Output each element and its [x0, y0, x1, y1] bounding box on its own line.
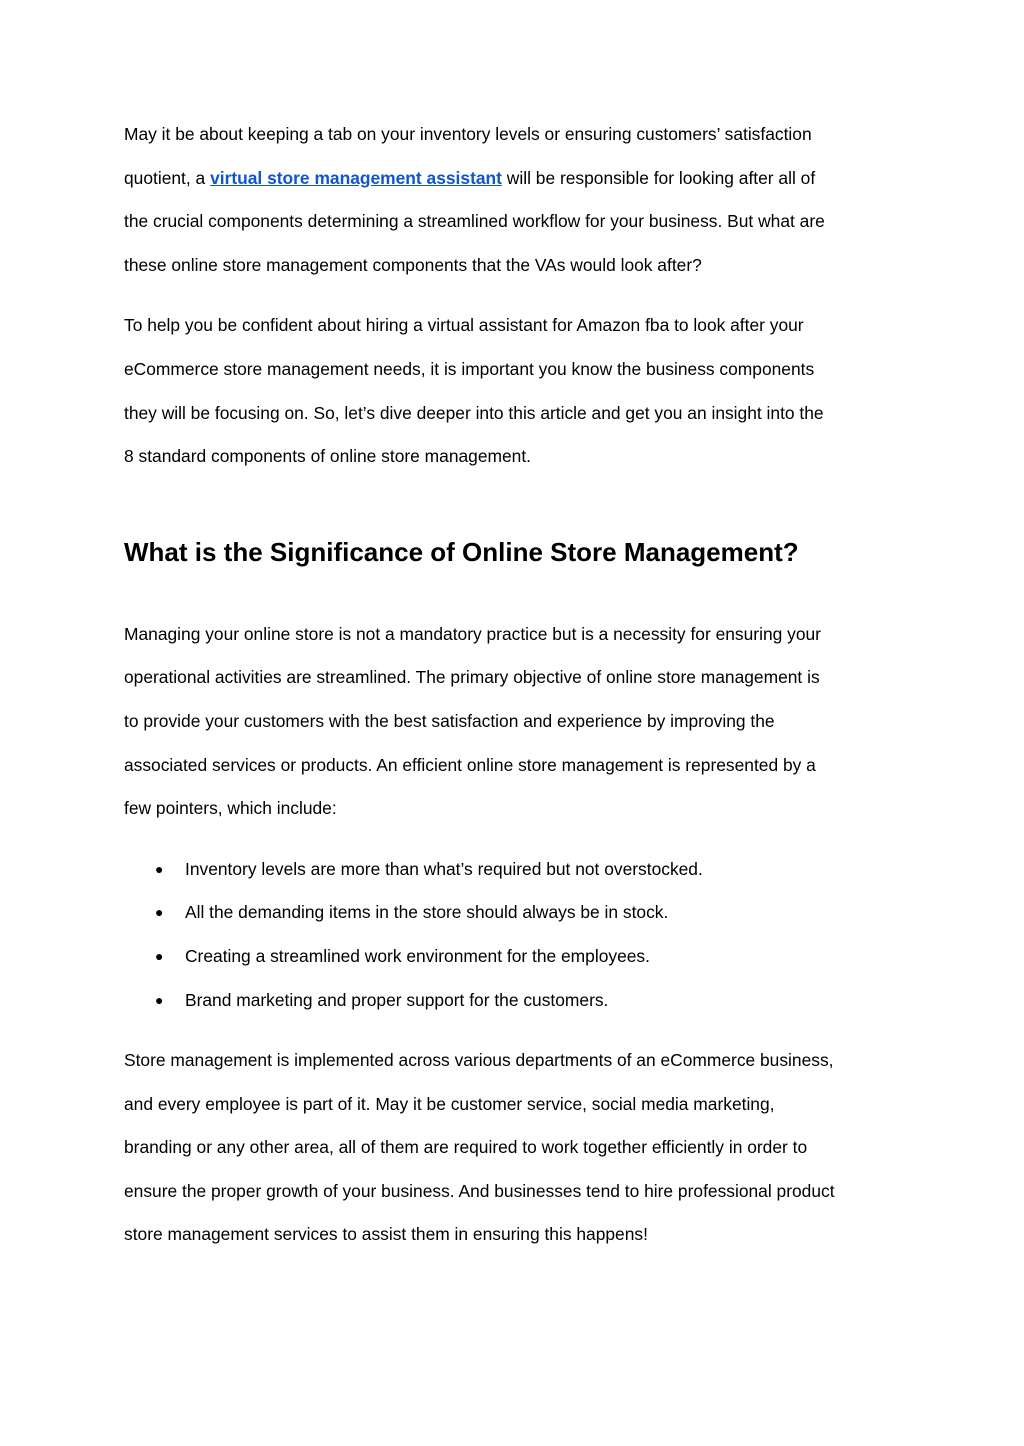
text-line: these online store management components that the VAs would look after? [124, 254, 702, 275]
text-line: 8 standard components of online store management. [124, 446, 531, 467]
text-line: Managing your online store is not a mandatory practice but is a necessity for ensuring your [124, 623, 821, 644]
bullet-icon: ● [155, 860, 164, 877]
text-line: associated services or products. An efficient online store management is represented by a [124, 754, 816, 775]
text-line: operational activities are streamlined. The primary objective of online store management is [124, 667, 820, 688]
intro-paragraph-2 [124, 304, 914, 478]
text-line: eCommerce store management needs, it is important you know the business components [124, 358, 815, 379]
text-line: few pointers, which include: [124, 798, 337, 819]
text-fragment: will be responsible for looking after all of [501, 167, 816, 188]
text-line: and every employee is part of it. May it be customer service, social media marketing, [124, 1093, 775, 1114]
list-item [124, 891, 914, 935]
bullet-icon: ● [155, 991, 164, 1008]
text-line: to provide your customers with the best satisfaction and experience by improving the [124, 710, 775, 731]
list-item [124, 979, 914, 1023]
text-line: they will be focusing on. So, let’s dive deeper into this article and get you an insight into the [124, 402, 824, 423]
list-item [124, 935, 914, 979]
intro-paragraph-1 [124, 113, 914, 287]
document-page [124, 113, 914, 1257]
list-item-text: Inventory levels are more than what’s required but not overstocked. [185, 858, 703, 879]
text-line: Store management is implemented across various departments of an eCommerce business, [124, 1050, 834, 1071]
bullet-icon: ● [155, 947, 164, 964]
text-fragment: quotient, a [124, 167, 211, 188]
section-paragraph-2 [124, 1039, 914, 1257]
text-line: May it be about keeping a tab on your inventory levels or ensuring customers’ satisfaction [124, 124, 812, 144]
list-item-text: Creating a streamlined work environment for the employees. [185, 945, 650, 966]
text-line: branding or any other area, all of them are required to work together efficiently in order to [124, 1137, 808, 1158]
list-item-text: All the demanding items in the store should always be in stock. [185, 902, 669, 923]
text-line: store management services to assist them in ensuring this happens! [124, 1224, 648, 1245]
text-line [124, 157, 914, 201]
text-line: the crucial components determining a streamlined workflow for your business. But what are [124, 211, 825, 232]
section-paragraph-1 [124, 613, 914, 831]
text-line: To help you be confident about hiring a virtual assistant for Amazon fba to look after your [124, 315, 804, 336]
list-item [124, 848, 914, 892]
text-line: ensure the proper growth of your business. And businesses tend to hire professional product [124, 1180, 835, 1201]
section-heading: What is the Significance of Online Store Management? [124, 536, 799, 567]
list-item-text: Brand marketing and proper support for the customers. [185, 989, 609, 1010]
virtual-store-management-assistant-link[interactable]: virtual store management assistant [210, 167, 502, 188]
bullet-list [124, 848, 914, 1022]
bullet-icon: ● [155, 904, 164, 921]
